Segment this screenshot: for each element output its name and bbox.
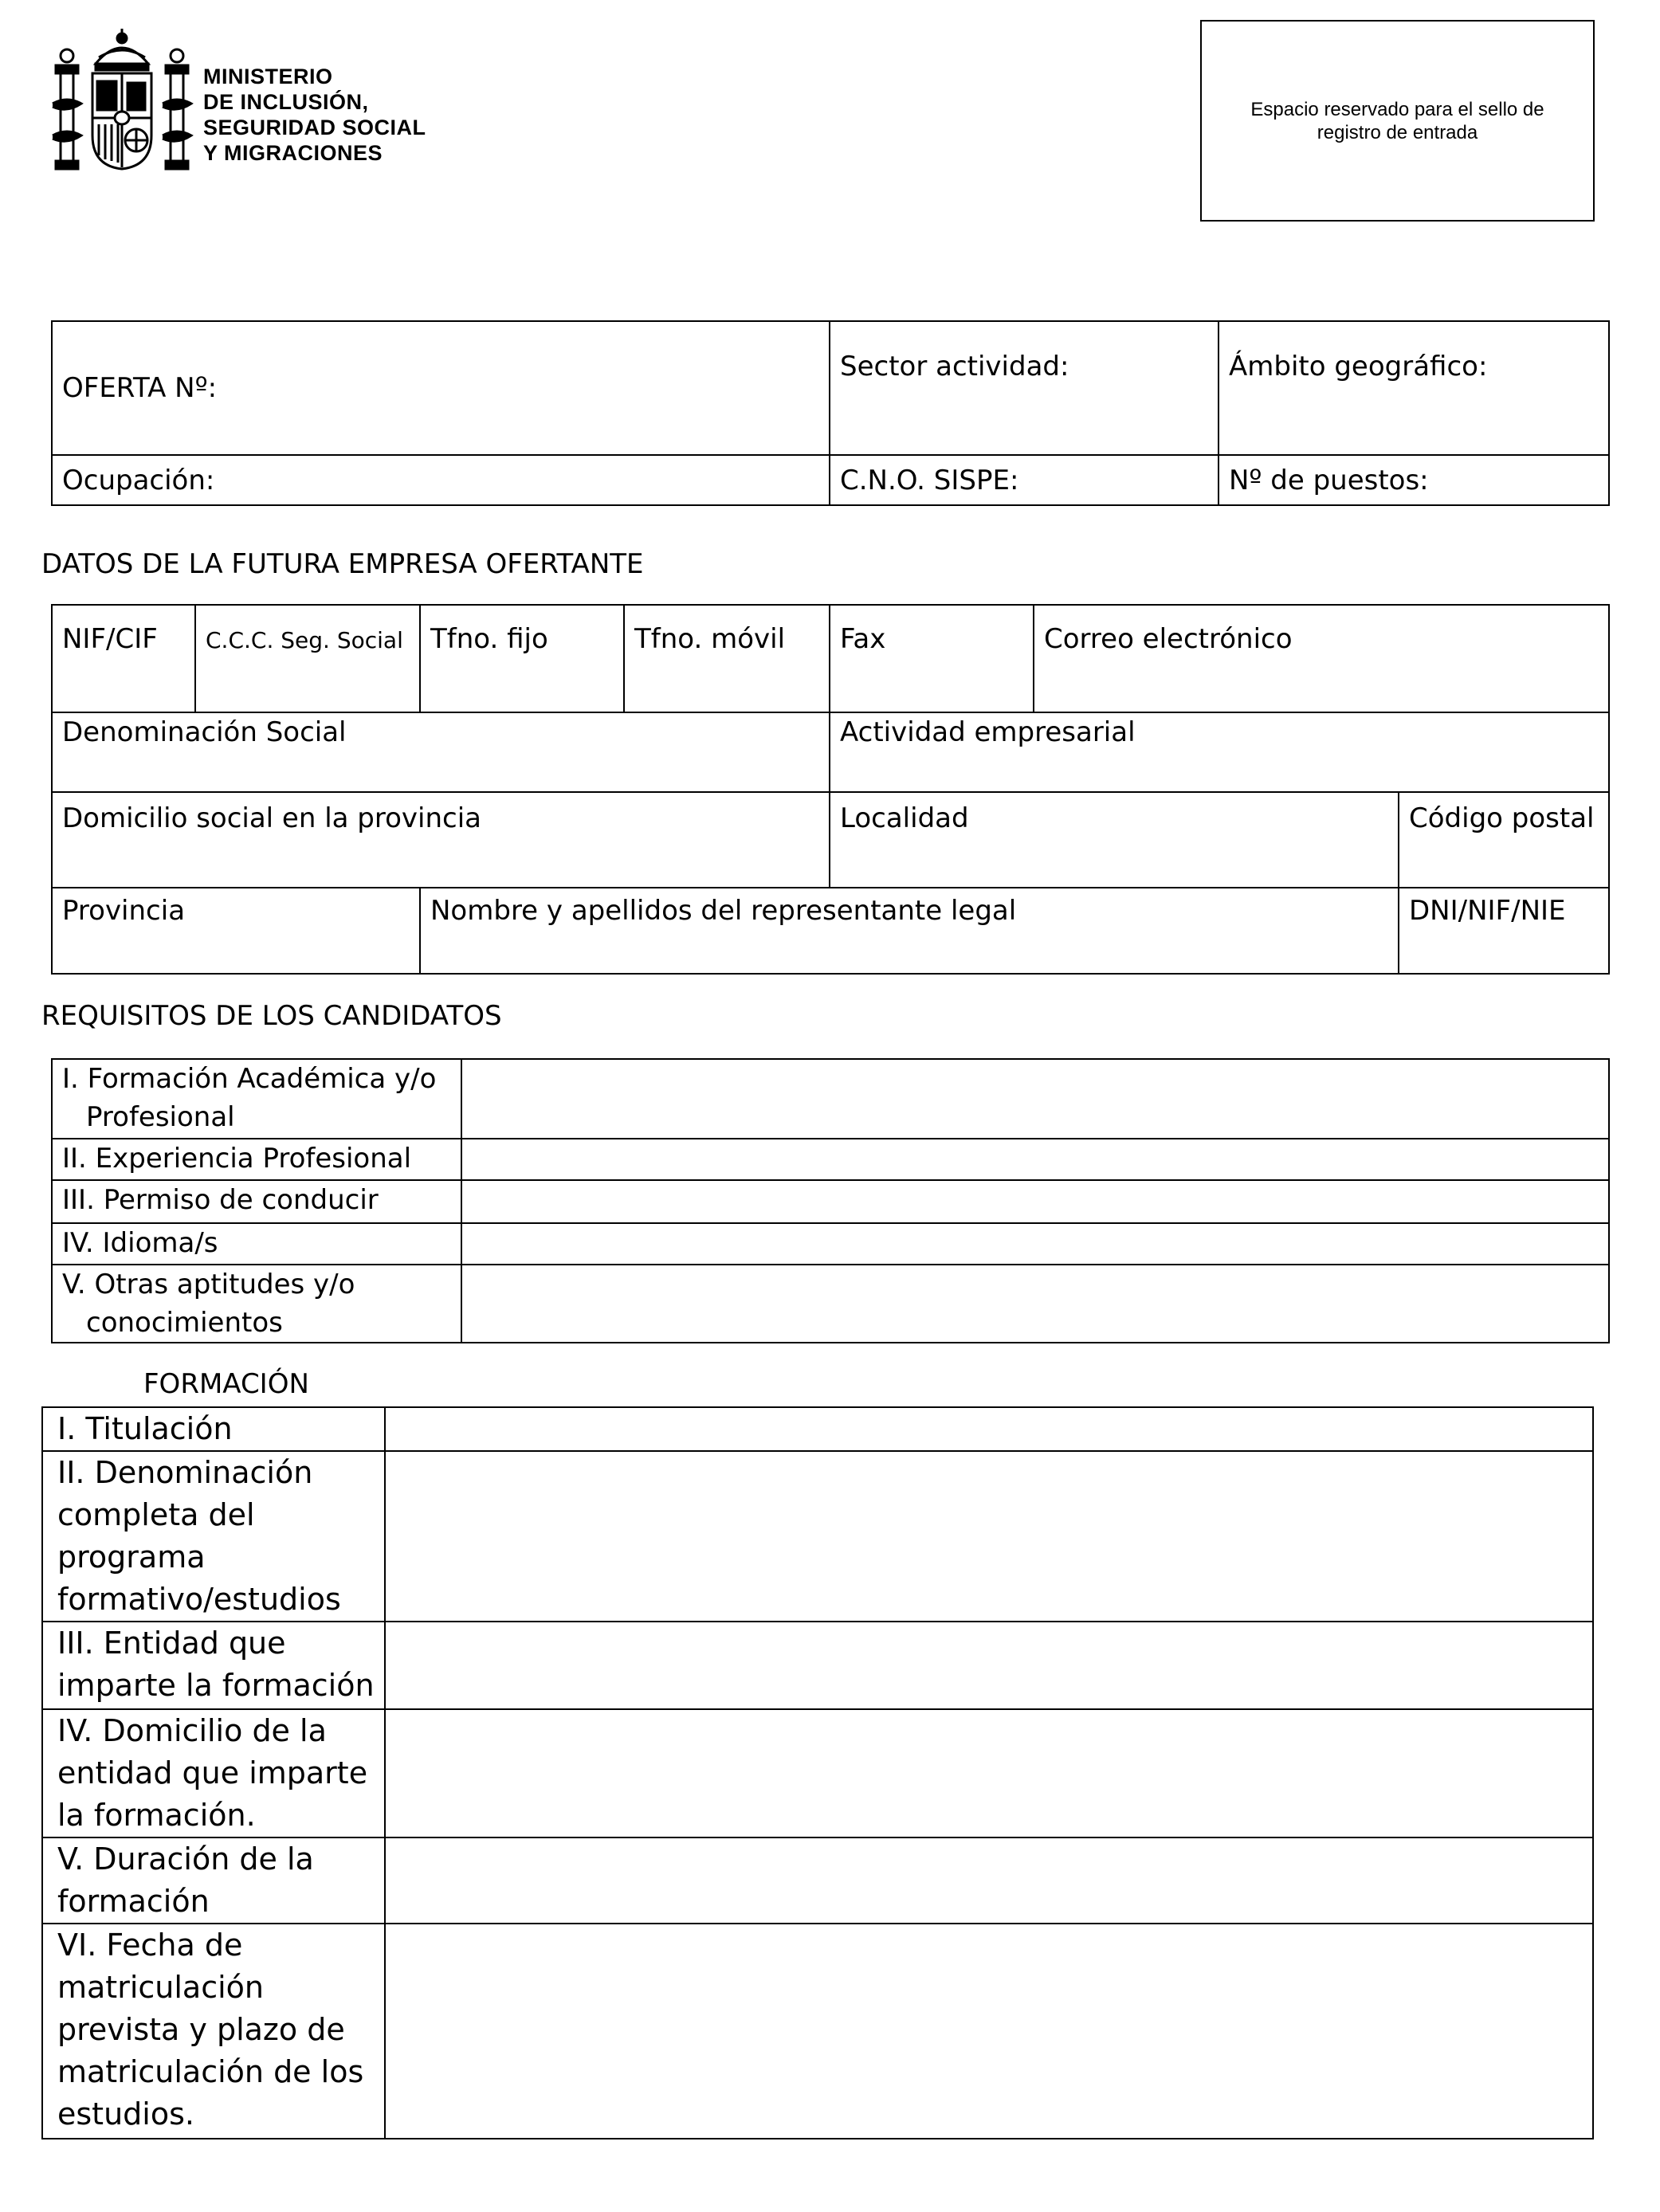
requisitos-section-title: REQUISITOS DE LOS CANDIDATOS [41, 1000, 502, 1032]
localidad-field[interactable] [830, 792, 1399, 888]
formacion-label: VI. Fecha de matriculación prevista y plazo de matriculación de los estudios. [42, 1924, 385, 2139]
oferta-number-field[interactable] [52, 321, 830, 455]
requisito-line: Profesional [86, 1101, 235, 1133]
domicilio-field[interactable] [52, 792, 830, 888]
formacion-input[interactable] [385, 1924, 1593, 2139]
ccc-label: C.C.C. Seg. Social [206, 627, 403, 653]
requisito-label [52, 1059, 461, 1139]
puestos-field[interactable] [1219, 455, 1609, 505]
formacion-label: III. Entidad que imparte la formación [42, 1622, 385, 1709]
ministry-name [203, 64, 426, 166]
coat-of-arms-icon [46, 24, 198, 175]
tfno-movil-field[interactable] [624, 605, 830, 712]
formacion-input[interactable] [385, 1837, 1593, 1924]
ccc-field[interactable] [195, 605, 420, 712]
representante-field[interactable] [420, 888, 1399, 974]
formacion-label: V. Duración de la formación [42, 1837, 385, 1924]
cno-label: C.N.O. SISPE: [840, 464, 1019, 496]
ministry-line: SEGURIDAD SOCIAL [203, 116, 426, 139]
ambito-label: Ámbito geográfico: [1229, 351, 1488, 382]
dni-field[interactable] [1399, 888, 1609, 974]
requisito-label [52, 1180, 461, 1223]
ambito-field[interactable] [1219, 321, 1609, 455]
requisito-line: III. Permiso de conducir [62, 1184, 379, 1216]
formacion-label: IV. Domicilio de la entidad que imparte la formación. [42, 1709, 385, 1837]
sector-field[interactable] [830, 321, 1219, 455]
requisito-line: II. Experiencia Profesional [62, 1143, 412, 1175]
formacion-input[interactable] [385, 1451, 1593, 1622]
requisito-input[interactable] [461, 1139, 1609, 1180]
actividad-field[interactable] [830, 712, 1609, 792]
dni-label: DNI/NIF/NIE [1409, 895, 1566, 927]
formacion-input[interactable] [385, 1709, 1593, 1837]
provincia-label: Provincia [62, 895, 186, 927]
registry-stamp-box [1200, 20, 1595, 222]
sector-label: Sector actividad: [840, 351, 1069, 382]
ministry-line: Y MIGRACIONES [203, 141, 383, 165]
actividad-label: Actividad empresarial [840, 716, 1136, 748]
provincia-field[interactable] [52, 888, 420, 974]
empresa-table [51, 604, 1610, 975]
formacion-table [41, 1406, 1594, 2139]
oferta-label: OFERTA Nº: [62, 372, 218, 404]
correo-field[interactable] [1034, 605, 1609, 712]
nif-field[interactable] [52, 605, 195, 712]
formacion-label: I. Titulación [42, 1407, 385, 1451]
requisito-label [52, 1265, 461, 1343]
puestos-label: Nº de puestos: [1229, 464, 1429, 496]
correo-label: Correo electrónico [1044, 623, 1293, 655]
formacion-label: II. Denominación completa del programa formativo/estudios [42, 1451, 385, 1622]
tfno-movil-label: Tfno. móvil [634, 623, 786, 655]
requisito-line: V. Otras aptitudes y/o [62, 1269, 355, 1300]
domicilio-label: Domicilio social en la provincia [62, 802, 482, 834]
formacion-input[interactable] [385, 1407, 1593, 1451]
fax-field[interactable] [830, 605, 1034, 712]
requisito-label [52, 1223, 461, 1265]
representante-label: Nombre y apellidos del representante legal [430, 895, 1017, 927]
denominacion-label: Denominación Social [62, 716, 347, 748]
cp-field[interactable] [1399, 792, 1609, 888]
ocupacion-field[interactable] [52, 455, 830, 505]
tfno-fijo-label: Tfno. fijo [430, 623, 548, 655]
formacion-input[interactable] [385, 1622, 1593, 1709]
offer-table [51, 320, 1610, 506]
requisito-input[interactable] [461, 1265, 1609, 1343]
ocupacion-label: Ocupación: [62, 464, 215, 496]
fax-label: Fax [840, 623, 886, 655]
requisito-input[interactable] [461, 1059, 1609, 1139]
requisito-line: I. Formación Académica y/o [62, 1063, 437, 1095]
empresa-section-title: DATOS DE LA FUTURA EMPRESA OFERTANTE [41, 548, 644, 580]
requisito-label [52, 1139, 461, 1180]
cp-label: Código postal [1409, 802, 1595, 834]
denominacion-field[interactable] [52, 712, 830, 792]
requisitos-table [51, 1058, 1610, 1343]
ministry-line: DE INCLUSIÓN, [203, 90, 369, 114]
tfno-fijo-field[interactable] [420, 605, 624, 712]
requisito-input[interactable] [461, 1180, 1609, 1223]
requisito-line: IV. Idioma/s [62, 1227, 218, 1259]
requisito-line: conocimientos [86, 1307, 283, 1339]
localidad-label: Localidad [840, 802, 969, 834]
nif-label: NIF/CIF [62, 623, 158, 655]
stamp-box-text: Espacio reservado para el sello de registro de entrada [1250, 98, 1544, 143]
ministry-line: MINISTERIO [203, 65, 333, 88]
formacion-section-title: FORMACIÓN [143, 1368, 309, 1400]
requisito-input[interactable] [461, 1223, 1609, 1265]
cno-field[interactable] [830, 455, 1219, 505]
